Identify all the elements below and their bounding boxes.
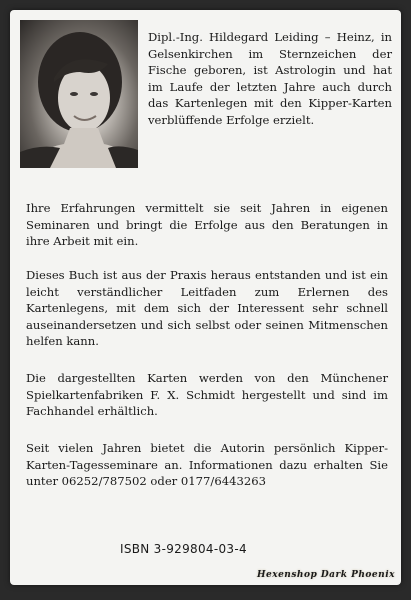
- isbn-number: ISBN 3-929804-03-4: [120, 542, 247, 556]
- paragraph-seminars-contact: Seit vielen Jahren bietet die Autorin persönlich Kipper-Karten-Tagesseminare an. Informationen dazu erhalten Sie unter 06252/787502 oder 0177/6443263: [26, 441, 388, 489]
- paragraph-experience: Ihre Erfahrungen vermittelt sie seit Jahren in eigenen Seminaren und bringt die Erfolge aus den Beratungen in ihre Arbeit mit ein.: [26, 201, 388, 249]
- paragraph-cards-info: Die dargestellten Karten werden von den Münchener Spielkartenfabriken F. X. Schmidt hergestellt und sind im Fachhandel erhältlich.: [26, 371, 388, 419]
- author-photo: [20, 20, 138, 168]
- author-portrait-image: [20, 20, 138, 168]
- shop-watermark: Hexenshop Dark Phoenix: [256, 570, 395, 580]
- author-bio: Dipl.-Ing. Hildegard Leiding – Heinz, in Gelsenkirchen im Sternzeichen der Fische geboren, ist Astrologin und hat im Laufe der letzten Jahre auch durch das Kartenlegen mit den Kipper-Karten verblüffende Erfolge erzielt.: [148, 30, 392, 127]
- book-back-cover: [10, 10, 401, 585]
- paragraph-book-description: Dieses Buch ist aus der Praxis heraus entstanden und ist ein leicht verständlicher Leitfaden zum Erlernen des Kartenlegens, mit dem sich der Interessent sehr schnell auseinandersetzen und sich selbst oder seinen Mitmenschen helfen kann.: [26, 268, 388, 349]
